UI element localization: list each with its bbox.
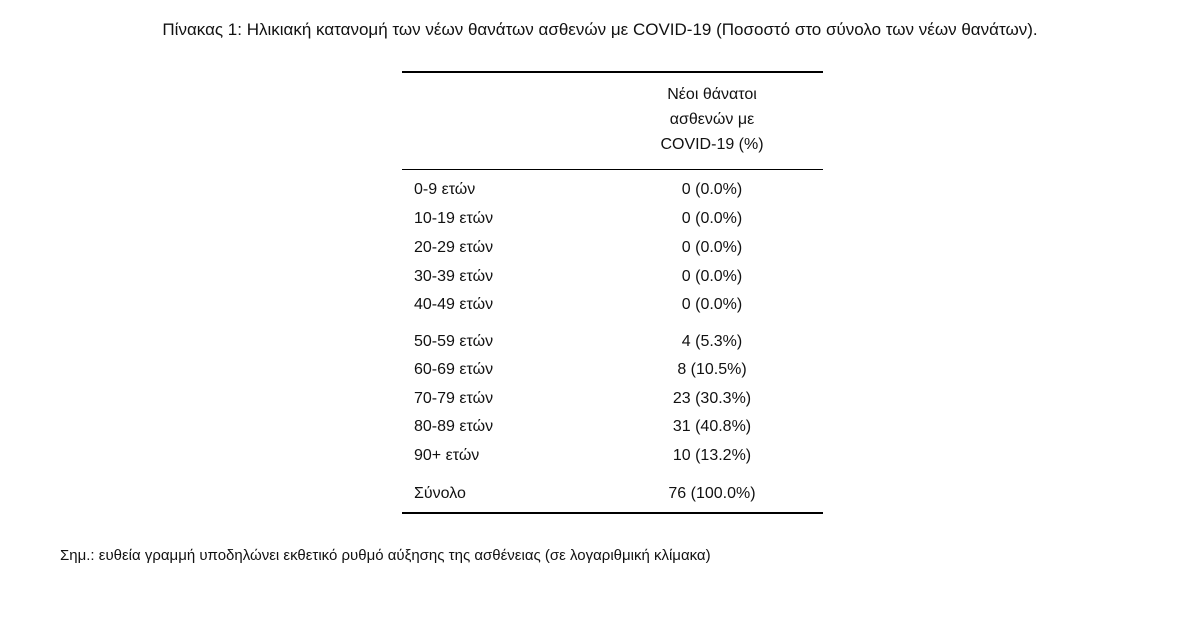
table-row <box>402 329 823 355</box>
death-count-value: 0 (0.0%) <box>681 239 743 256</box>
age-group-label: 90+ ετών <box>414 447 480 464</box>
death-count-value: 23 (30.3%) <box>672 390 752 407</box>
death-count-value: 0 (0.0%) <box>681 296 743 313</box>
death-count-value: 31 (40.8%) <box>672 418 752 435</box>
table-header-rule <box>402 169 823 170</box>
age-group-label: 80-89 ετών <box>414 418 494 435</box>
age-group-label: 60-69 ετών <box>414 361 494 378</box>
death-count-value: 8 (10.5%) <box>677 361 747 378</box>
age-group-label: 10-19 ετών <box>414 210 494 227</box>
table-bottom-rule <box>402 512 823 514</box>
table-top-rule <box>402 71 823 73</box>
table-row <box>402 177 823 203</box>
table-row <box>402 357 823 383</box>
column-header-line: Νέοι θάνατοι <box>667 86 757 103</box>
death-count-value: 0 (0.0%) <box>681 181 743 198</box>
age-group-label: 40-49 ετών <box>414 296 494 313</box>
death-count-value: 10 (13.2%) <box>672 447 752 464</box>
age-group-label: 20-29 ετών <box>414 239 494 256</box>
age-group-label: 70-79 ετών <box>414 390 494 407</box>
age-group-label: 50-59 ετών <box>414 333 494 350</box>
column-header-line: ασθενών με <box>669 111 755 128</box>
table-caption: Πίνακας 1: Ηλικιακή κατανομή των νέων θανάτων ασθενών με COVID-19 (Ποσοστό στο σύνολο των νέων θανάτων). <box>162 20 1038 39</box>
total-label: Σύνολο <box>414 485 466 502</box>
total-value: 76 (100.0%) <box>668 485 756 502</box>
table-row <box>402 264 823 290</box>
table-row <box>402 414 823 440</box>
age-group-label: 30-39 ετών <box>414 268 494 285</box>
column-header-line: COVID-19 (%) <box>660 136 764 153</box>
death-count-value: 0 (0.0%) <box>681 268 743 285</box>
table-row <box>402 235 823 261</box>
column-header-new-deaths <box>642 82 782 157</box>
table-row <box>402 386 823 412</box>
table-row <box>402 443 823 469</box>
death-count-value: 0 (0.0%) <box>681 210 743 227</box>
table-row <box>402 206 823 232</box>
table-row <box>402 292 823 318</box>
footnote: Σημ.: ευθεία γραμμή υποδηλώνει εκθετικό ρυθμό αύξησης της ασθένειας (σε λογαριθμική κλίμακα) <box>60 547 711 564</box>
table-total-row <box>402 481 823 507</box>
death-count-value: 4 (5.3%) <box>681 333 743 350</box>
age-group-label: 0-9 ετών <box>414 181 476 198</box>
